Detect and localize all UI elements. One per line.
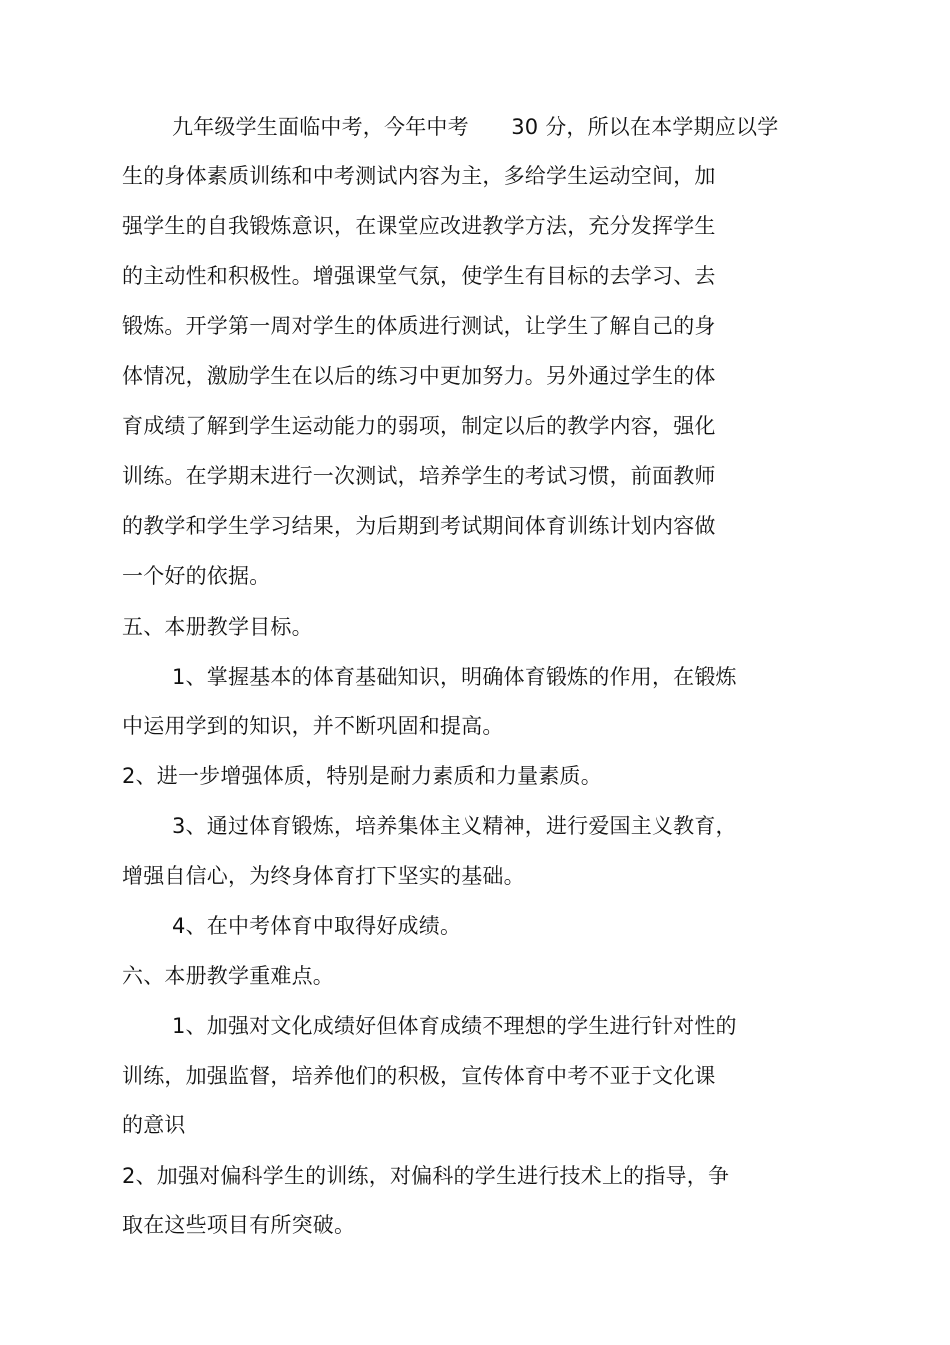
- paragraph-line: 的教学和学生学习结果，为后期到考试期间体育训练计划内容做: [122, 514, 716, 538]
- list-item-continuation: 增强自信心，为终身体育打下坚实的基础。: [122, 864, 525, 888]
- paragraph-line: 的主动性和积极性。增强课堂气氛，使学生有目标的去学习、去: [122, 264, 716, 288]
- paragraph-line: 九年级学生面临中考，今年中考 30 分，所以在本学期应以学: [172, 115, 779, 139]
- paragraph-line: 训练。在学期末进行一次测试，培养学生的考试习惯，前面教师: [122, 464, 716, 488]
- list-item: 2、进一步增强体质，特别是耐力素质和力量素质。: [122, 764, 602, 788]
- list-item-continuation: 的意识: [122, 1113, 186, 1137]
- paragraph-line: 锻炼。开学第一周对学生的体质进行测试，让学生了解自己的身: [122, 314, 716, 338]
- list-item: 1、掌握基本的体育基础知识，明确体育锻炼的作用，在锻炼: [172, 665, 737, 689]
- list-item-continuation: 取在这些项目有所突破。: [122, 1213, 356, 1237]
- paragraph-line: 强学生的自我锻炼意识，在课堂应改进教学方法，充分发挥学生: [122, 214, 716, 238]
- paragraph-line: 体情况，激励学生在以后的练习中更加努力。另外通过学生的体: [122, 364, 716, 388]
- list-item-continuation: 训练，加强监督，培养他们的积极，宣传体育中考不亚于文化课: [122, 1064, 716, 1088]
- list-item: 1、加强对文化成绩好但体育成绩不理想的学生进行针对性的: [172, 1014, 737, 1038]
- list-item: 2、加强对偏科学生的训练，对偏科的学生进行技术上的指导，争: [122, 1164, 730, 1188]
- section-heading: 六、本册教学重难点。: [122, 964, 334, 988]
- list-item: 3、通过体育锻炼，培养集体主义精神，进行爱国主义教育，: [172, 814, 737, 838]
- paragraph-line: 一个好的依据。: [122, 564, 271, 588]
- section-heading: 五、本册教学目标。: [122, 615, 313, 639]
- list-item-continuation: 中运用学到的知识，并不断巩固和提高。: [122, 714, 504, 738]
- list-item: 4、在中考体育中取得好成绩。: [172, 914, 462, 938]
- paragraph-line: 育成绩了解到学生运动能力的弱项，制定以后的教学内容，强化: [122, 414, 716, 438]
- paragraph-line: 生的身体素质训练和中考测试内容为主，多给学生运动空间，加: [122, 164, 716, 188]
